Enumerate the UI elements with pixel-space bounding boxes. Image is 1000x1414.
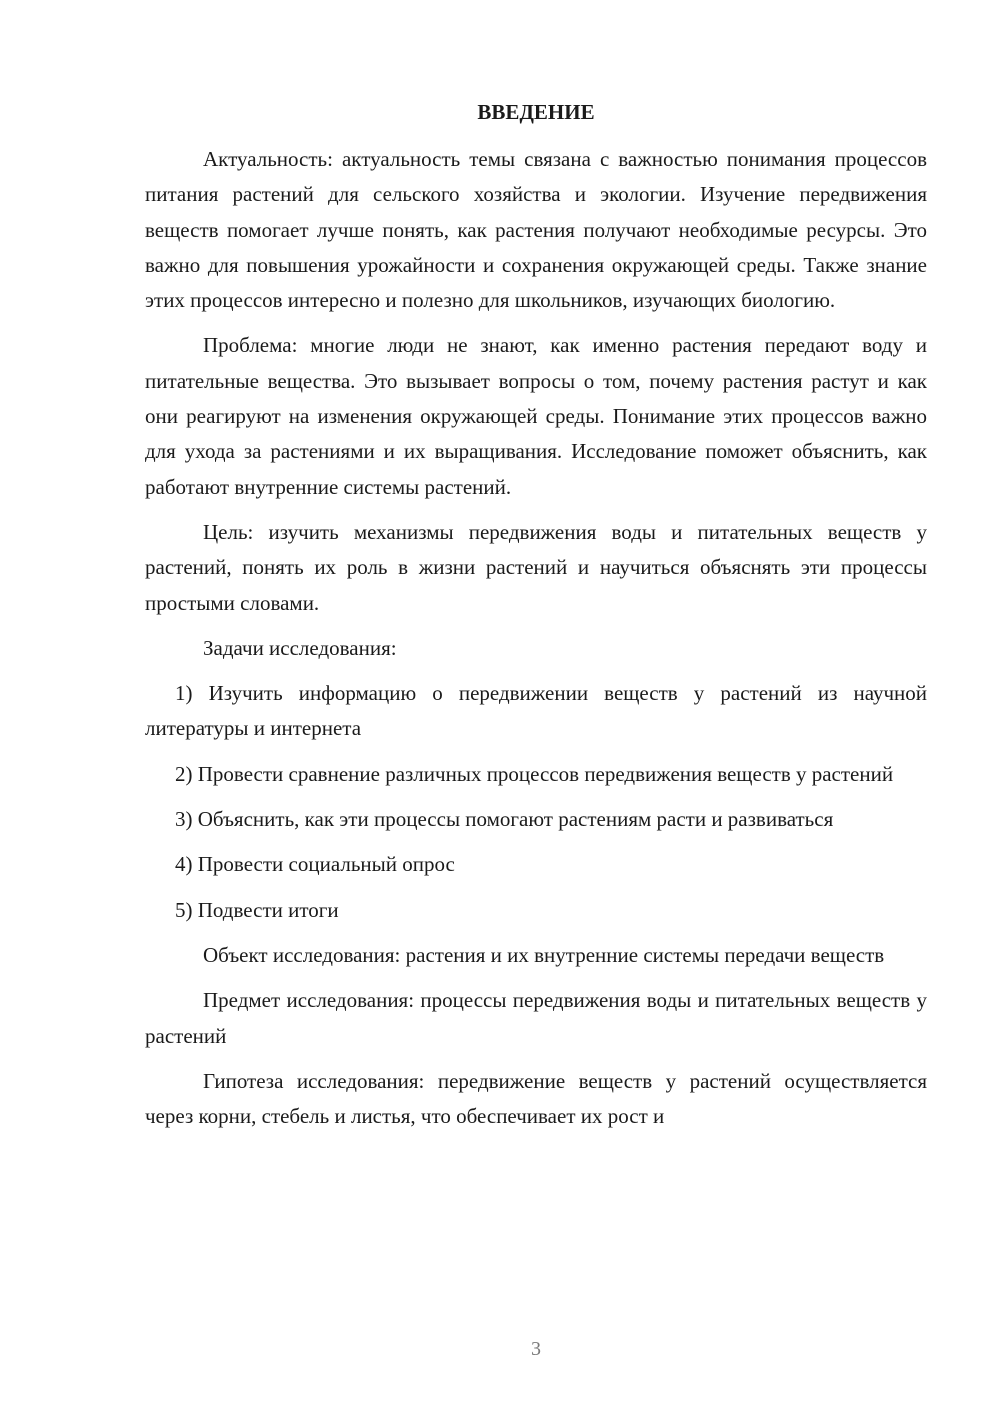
- task-item-4: 4) Провести социальный опрос: [175, 852, 455, 877]
- subject-paragraph: Предмет исследования: процессы передвижения воды и питательных веществ у растений: [145, 988, 927, 1048]
- document-body: [145, 142, 927, 1144]
- page-number: 3: [531, 1338, 541, 1360]
- relevance-paragraph: Актуальность: актуальность темы связана с важностью понимания процессов питания растений для сельского хозяйства и экологии. Изучение передвижения веществ помогает лучше понять, как растения получают необходимые ресурсы. Это важно для повышения урожайности и сохранения окружающей среды. Также знание этих процессов интересно и полезно для школьников, изучающих биологию.: [145, 147, 927, 313]
- section-heading: ВВЕДЕНИЕ: [477, 100, 595, 124]
- task-item-5: 5) Подвести итоги: [175, 897, 339, 922]
- goal-paragraph: Цель: изучить механизмы передвижения воды и питательных веществ у растений, понять их роль в жизни растений и научиться объяснять эти процессы простыми словами.: [145, 519, 927, 615]
- task-item-3: 3) Объяснить, как эти процессы помогают растениям расти и развиваться: [175, 807, 834, 832]
- task-item-1: 1) Изучить информацию о передвижении веществ у растений из научной литературы и интернета: [145, 681, 927, 741]
- tasks-title: Задачи исследования:: [203, 635, 397, 660]
- problem-paragraph: Проблема: многие люди не знают, как именно растения передают воду и питательные вещества. Это вызывает вопросы о том, почему растения растут и как они реагируют на изменения окружающей среды. Понимание этих процессов важно для ухода за растениями и их выращивания. Исследование поможет объяснить, как работают внутренние системы растений.: [145, 333, 927, 499]
- task-item-2: 2) Провести сравнение различных процессов передвижения веществ у растений: [175, 761, 894, 786]
- hypothesis-paragraph: Гипотеза исследования: передвижение веществ у растений осуществляется через корни, стебель и листья, что обеспечивает их рост и: [145, 1068, 927, 1129]
- object-paragraph: Объект исследования: растения и их внутренние системы передачи веществ: [203, 942, 885, 967]
